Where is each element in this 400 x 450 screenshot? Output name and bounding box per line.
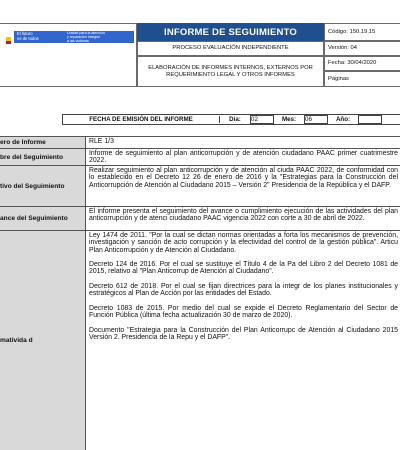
month-value: 06 — [304, 115, 328, 124]
row-label: ance del Seguimiento — [0, 207, 86, 230]
regulation-paragraph: Decreto 612 de 2018. Por el cual se fijan directrices para la integr de los planes institucionales y estratégicos al Plan de Acción por las entidades del Estado. — [89, 283, 398, 298]
document-title: INFORME DE SEGUIMIENTO — [137, 23, 324, 41]
day-label: Día: — [219, 116, 250, 123]
row-content: El informe presenta el seguimiento del avance o cumplimiento ejecución de las actividades del plan anticorrupción y de atenci ciudadano PAAC vigencia 2022 con corte a 30 de abril de 2022. — [89, 208, 398, 223]
emission-date-bar — [62, 114, 400, 125]
table-row-scope — [0, 207, 400, 231]
document-code: Código: 150.19.15 — [324, 23, 400, 41]
row-content: RLE 1/3 — [89, 138, 114, 145]
year-value — [358, 115, 382, 124]
report-subject: ELABORACIÓN DE INFORMES INTERNOS, EXTERNOS POR REQUERIMIENTO LEGAL Y OTROS INFORMES — [137, 56, 324, 87]
regulation-paragraph: Documento "Estrategia para la Construcción del Plan Anticorrupc de Atención al Ciudadano 2015 Versión 2. Presidencia de la Repu y el DAFP". — [89, 326, 398, 342]
table-row-report-number — [0, 137, 400, 149]
row-content — [86, 231, 400, 450]
regulation-paragraph: Decreto 1083 de 2015. Por medio del cual se expide el Decreto Reglamentario del Sector de Función Pública (última fecha actualización 30 de marzo de 2020). — [89, 304, 398, 320]
document-version: Versión: 04 — [324, 41, 400, 56]
table-row-objective — [0, 166, 400, 207]
document-pages: Páginas — [324, 71, 400, 87]
document-date: Fecha: 30/04/2020 — [324, 56, 400, 71]
process-name: PROCESO EVALUACIÓN INDEPENDIENTE — [137, 41, 324, 56]
year-label: Año: — [335, 116, 351, 123]
logo-cell — [0, 23, 137, 87]
regulation-paragraph: Decreto 124 de 2016. Por el cual se sustituye el Título 4 de la Pa del Libro 2 del Decreto 1081 de 2015, relativo al "Plan Anticorrup de Atención al Ciudadano". — [89, 261, 398, 276]
row-label: ero de Informe — [0, 137, 86, 148]
row-label: mativida d — [0, 231, 86, 450]
month-label: Mes: — [281, 116, 297, 123]
row-content: Informe de seguimiento al plan anticorrupción y de atención ciudadano PAAC primer cuatrimestre 2022. — [89, 150, 398, 165]
day-value: 02 — [250, 115, 274, 124]
table-row-tracking-name — [0, 149, 400, 166]
row-content: Realizar seguimiento al plan anticorrupción y de atención al ciuda PAAC 2022, de conformidad con lo establecido en el Decreto 12 26 de enero de 2016 y la "Estrategias para la Construcción del Anticorrupción de Atención al Ciudadano 2015 – Versión 2" Presidencia de la República y el DAFP. — [89, 167, 398, 189]
table-row-regulations — [0, 231, 400, 450]
emission-label: FECHA DE EMISIÓN DEL INFORME — [89, 116, 193, 123]
gov-logo: El futuro es de todos Unidad para la atención y reparación integral a las víctimas — [14, 31, 134, 43]
regulation-paragraph: Ley 1474 de 2011. "Por la cual se dictan normas orientadas a forta los mecanismos de prevención, investigación y sanción de acto corrupción y la efectividad del control de la gestión pública". Articu Plan Anticorrupción y de Atención al Ciudadano. — [89, 232, 398, 254]
colombia-flag-icon — [6, 37, 11, 44]
row-label: bre del Seguimiento — [0, 149, 86, 165]
row-label: tivo del Seguimiento — [0, 166, 86, 206]
